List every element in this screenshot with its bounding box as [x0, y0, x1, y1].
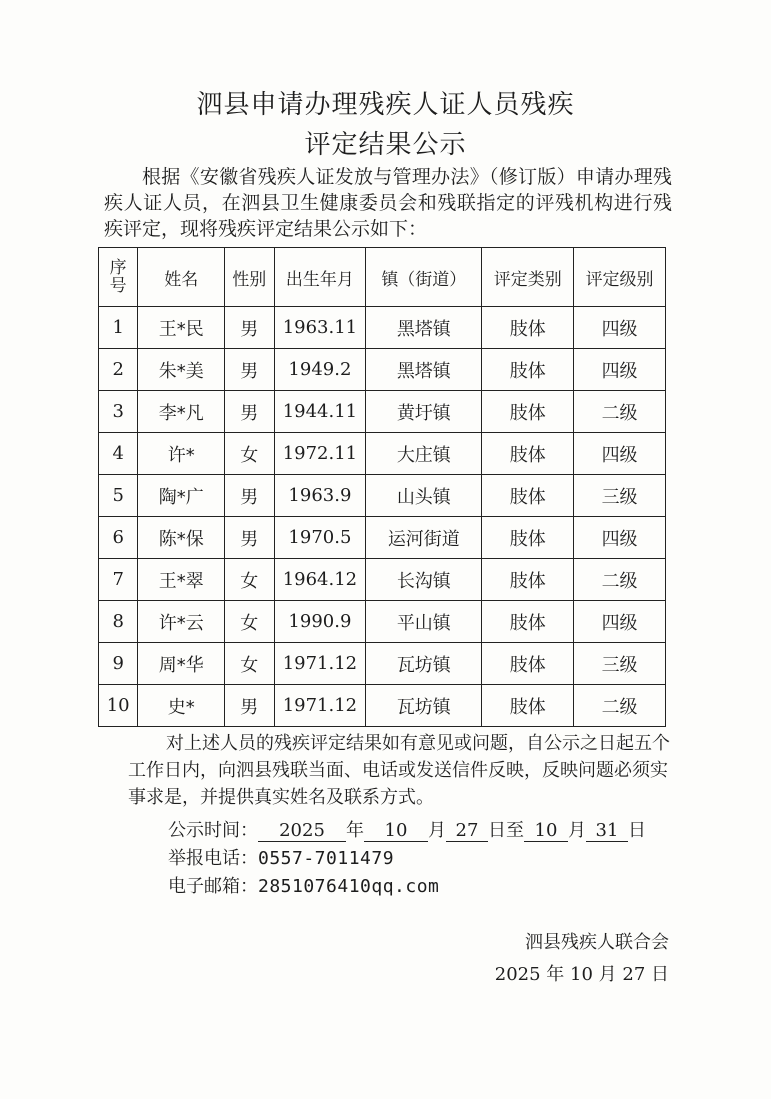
row-sex: 男 [225, 517, 274, 559]
publicity-period [168, 816, 646, 842]
row-category: 肢体 [482, 307, 574, 349]
header-town: 镇（街道） [366, 248, 482, 307]
report-email [168, 872, 439, 898]
period-day-to: 日至 [488, 820, 524, 841]
row-town: 山头镇 [366, 475, 482, 517]
row-category: 肢体 [482, 391, 574, 433]
row-category: 肢体 [482, 475, 574, 517]
row-level: 三级 [574, 643, 666, 685]
table-row [99, 475, 666, 517]
row-birth: 1964.12 [274, 559, 366, 601]
header-birth: 出生年月 [274, 248, 366, 307]
header-level: 评定级别 [574, 248, 666, 307]
table-row [99, 601, 666, 643]
row-town: 黄圩镇 [366, 391, 482, 433]
row-category: 肢体 [482, 517, 574, 559]
row-birth: 1990.9 [274, 601, 366, 643]
row-town: 瓦坊镇 [366, 643, 482, 685]
row-birth: 1963.9 [274, 475, 366, 517]
header-index-line1: 序 [109, 258, 127, 278]
row-sex: 男 [225, 391, 274, 433]
row-birth: 1970.5 [274, 517, 366, 559]
row-category: 肢体 [482, 601, 574, 643]
row-town: 瓦坊镇 [366, 685, 482, 727]
table-row [99, 391, 666, 433]
row-index: 4 [99, 433, 138, 475]
period-year-char: 年 [346, 820, 364, 841]
header-index [99, 248, 138, 307]
row-birth: 1971.12 [274, 643, 366, 685]
row-sex: 女 [225, 559, 274, 601]
row-level: 三级 [574, 475, 666, 517]
row-index: 5 [99, 475, 138, 517]
row-sex: 男 [225, 475, 274, 517]
row-sex: 男 [225, 685, 274, 727]
period-start-month: 10 [364, 820, 428, 842]
row-level: 四级 [574, 601, 666, 643]
document-title-line2: 评定结果公示 [304, 130, 467, 160]
row-index: 7 [99, 559, 138, 601]
row-level: 四级 [574, 433, 666, 475]
row-sex: 男 [225, 307, 274, 349]
table-row [99, 433, 666, 475]
row-birth: 1972.11 [274, 433, 366, 475]
period-start-day: 27 [446, 820, 488, 842]
document-title-line1: 泗县申请办理残疾人证人员残疾 [196, 90, 575, 120]
table-row [99, 307, 666, 349]
row-level: 四级 [574, 349, 666, 391]
row-birth: 1963.11 [274, 307, 366, 349]
row-town: 大庄镇 [366, 433, 482, 475]
row-name: 许*云 [138, 601, 225, 643]
row-index: 9 [99, 643, 138, 685]
row-level: 二级 [574, 559, 666, 601]
table-header-row [99, 248, 666, 307]
results-table [98, 247, 666, 727]
row-level: 二级 [574, 391, 666, 433]
header-sex: 性别 [225, 248, 274, 307]
header-index-line2: 号 [109, 276, 127, 296]
header-category: 评定类别 [482, 248, 574, 307]
row-category: 肢体 [482, 685, 574, 727]
row-level: 四级 [574, 517, 666, 559]
period-month-char: 月 [428, 820, 446, 841]
row-index: 3 [99, 391, 138, 433]
row-category: 肢体 [482, 349, 574, 391]
email-label: 电子邮箱： [168, 876, 258, 897]
row-town: 黑塔镇 [366, 307, 482, 349]
period-end-month: 10 [524, 820, 568, 842]
row-index: 8 [99, 601, 138, 643]
row-sex: 女 [225, 433, 274, 475]
period-end-day: 31 [586, 820, 628, 842]
table-row [99, 643, 666, 685]
table-row [99, 517, 666, 559]
period-start-year: 2025 [258, 820, 346, 842]
objection-paragraph [128, 730, 674, 811]
email-value: 2851076410qq.com [258, 876, 440, 897]
row-town: 黑塔镇 [366, 349, 482, 391]
row-category: 肢体 [482, 643, 574, 685]
row-birth: 1949.2 [274, 349, 366, 391]
row-category: 肢体 [482, 559, 574, 601]
row-name: 周*华 [138, 643, 225, 685]
row-name: 陈*保 [138, 517, 225, 559]
row-name: 史* [138, 685, 225, 727]
issuer-name: 泗县残疾人联合会 [525, 932, 669, 953]
report-phone [168, 844, 394, 870]
row-town: 平山镇 [366, 601, 482, 643]
row-index: 10 [99, 685, 138, 727]
row-index: 1 [99, 307, 138, 349]
issue-date: 2025 年 10 月 27 日 [494, 964, 669, 985]
row-name: 许* [138, 433, 225, 475]
period-label: 公示时间： [168, 820, 258, 841]
row-name: 王*民 [138, 307, 225, 349]
row-town: 运河街道 [366, 517, 482, 559]
row-index: 6 [99, 517, 138, 559]
row-birth: 1944.11 [274, 391, 366, 433]
objection-text: 对上述人员的残疾评定结果如有意见或问题，自公示之日起五个工作日内，向泗县残联当面、电话或发送信件反映，反映问题必须实事求是，并提供真实姓名及联系方式。 [128, 733, 670, 808]
row-name: 王*翠 [138, 559, 225, 601]
intro-paragraph: 根据《安徽省残疾人证发放与管理办法》（修订版）申请办理残疾人证人员，在泗县卫生健康委员会和残联指定的评残机构进行残疾评定，现将残疾评定结果公示如下： [104, 166, 672, 240]
header-name: 姓名 [138, 248, 225, 307]
period-day-char: 日 [628, 820, 646, 841]
row-name: 李*凡 [138, 391, 225, 433]
row-birth: 1971.12 [274, 685, 366, 727]
row-sex: 女 [225, 643, 274, 685]
table-row [99, 685, 666, 727]
period-month-char-2: 月 [568, 820, 586, 841]
row-category: 肢体 [482, 433, 574, 475]
phone-value: 0557-7011479 [258, 848, 395, 869]
row-sex: 男 [225, 349, 274, 391]
row-level: 四级 [574, 307, 666, 349]
phone-label: 举报电话： [168, 848, 258, 869]
row-name: 朱*美 [138, 349, 225, 391]
row-name: 陶*广 [138, 475, 225, 517]
row-level: 二级 [574, 685, 666, 727]
row-town: 长沟镇 [366, 559, 482, 601]
table-row [99, 349, 666, 391]
row-index: 2 [99, 349, 138, 391]
table-row [99, 559, 666, 601]
row-sex: 女 [225, 601, 274, 643]
